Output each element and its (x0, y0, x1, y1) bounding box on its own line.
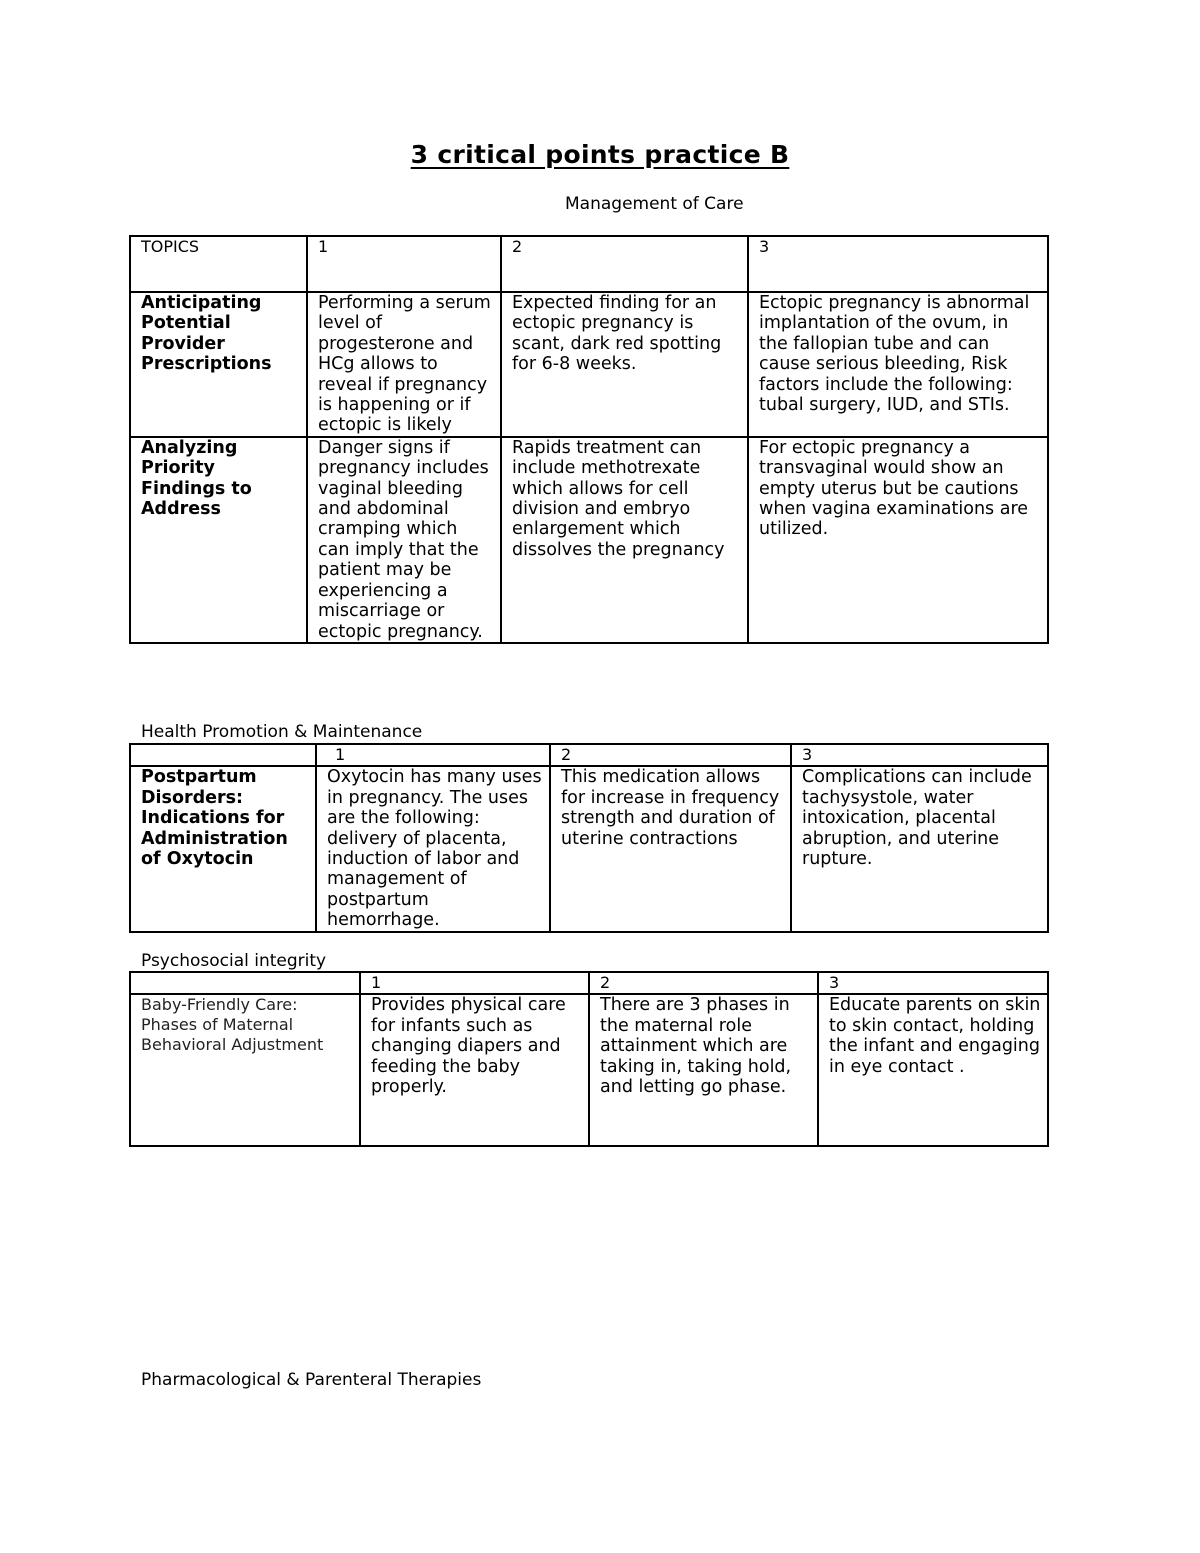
header-cell-3: 3 (791, 744, 1048, 766)
table-row (130, 437, 1048, 643)
table-cell: There are 3 phases in the maternal role attainment which are taking in, taking hold, and letting go phase. (589, 994, 818, 1146)
table-cell: Rapids treatment can include methotrexate which allows for cell division and embryo enlargement which dissolves the pregnancy (501, 437, 748, 643)
table-cell: Performing a serum level of progesterone and HCg allows to reveal if pregnancy is happening or if ectopic is likely (307, 292, 501, 437)
table-row (130, 994, 1048, 1146)
header-cell-3: 3 (748, 236, 1048, 292)
header-cell-1: 1 (360, 972, 589, 994)
table-cell: For ectopic pregnancy a transvaginal would show an empty uterus but be cautions when vagina examinations are utilized. (748, 437, 1048, 643)
table-row (130, 766, 1048, 931)
table-cell: Danger signs if pregnancy includes vaginal bleeding and abdominal cramping which can imply that the patient may be experiencing a miscarriage or ectopic pregnancy. (307, 437, 501, 643)
section-subtitle: Management of Care (565, 194, 744, 214)
row-topic: Analyzing Priority Findings to Address (130, 437, 307, 643)
header-cell-1: 1 (316, 744, 550, 766)
table-row (130, 292, 1048, 437)
row-topic: Baby-Friendly Care: Phases of Maternal Behavioral Adjustment (130, 994, 360, 1146)
section-label-health-promotion: Health Promotion & Maintenance (141, 722, 423, 742)
header-cell-2: 2 (589, 972, 818, 994)
table-cell: Educate parents on skin to skin contact, holding the infant and engaging in eye contact . (818, 994, 1048, 1146)
header-cell-1: 1 (307, 236, 501, 292)
header-cell-empty (130, 744, 316, 766)
table-header-row (130, 972, 1048, 994)
table-header-row (130, 744, 1048, 766)
table-cell: This medication allows for increase in frequency strength and duration of uterine contractions (550, 766, 791, 931)
table-cell: Oxytocin has many uses in pregnancy. The uses are the following: delivery of placenta, induction of labor and management of postpartum hemorrhage. (316, 766, 550, 931)
header-cell-empty (130, 972, 360, 994)
section-label-pharmacological: Pharmacological & Parenteral Therapies (141, 1370, 482, 1390)
table-cell: Complications can include tachysystole, water intoxication, placental abruption, and uterine rupture. (791, 766, 1048, 931)
header-cell-2: 2 (501, 236, 748, 292)
header-cell-3: 3 (818, 972, 1048, 994)
table-cell: Expected finding for an ectopic pregnancy is scant, dark red spotting for 6-8 weeks. (501, 292, 748, 437)
table-cell: Ectopic pregnancy is abnormal implantation of the ovum, in the fallopian tube and can cause serious bleeding, Risk factors include the following: tubal surgery, IUD, and STIs. (748, 292, 1048, 437)
table-cell: Provides physical care for infants such as changing diapers and feeding the baby properly. (360, 994, 589, 1146)
header-cell-2: 2 (550, 744, 791, 766)
health-promotion-table (129, 743, 1049, 933)
row-topic: Anticipating Potential Provider Prescriptions (130, 292, 307, 437)
row-topic: Postpartum Disorders: Indications for Administration of Oxytocin (130, 766, 316, 931)
page-title: 3 critical points practice B (410, 140, 790, 169)
psychosocial-table (129, 971, 1049, 1147)
management-of-care-table (129, 235, 1049, 644)
header-cell-topics: TOPICS (130, 236, 307, 292)
section-label-psychosocial: Psychosocial integrity (141, 951, 327, 971)
table-header-row (130, 236, 1048, 292)
